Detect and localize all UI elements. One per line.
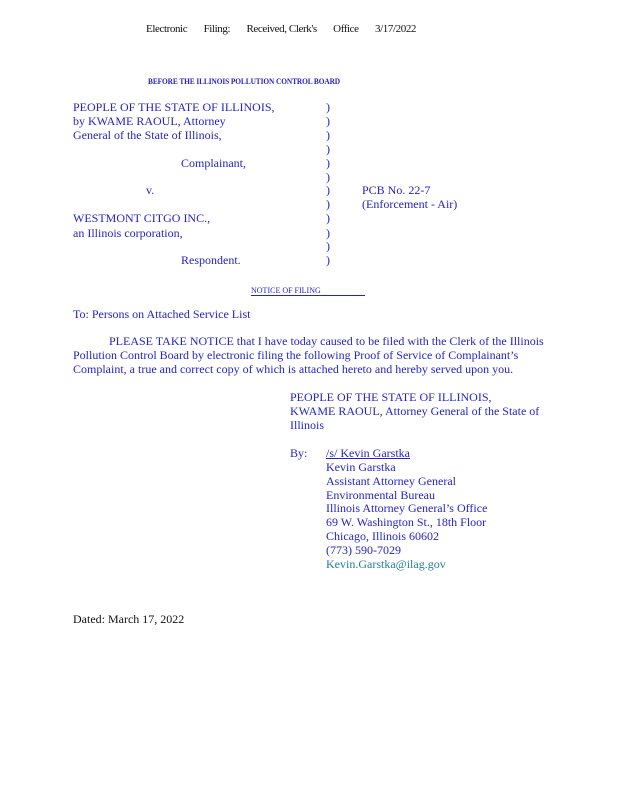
- caption-paren: ): [326, 226, 330, 240]
- to-line: To: Persons on Attached Service List: [73, 307, 251, 321]
- complainant-label: Complainant,: [181, 156, 246, 170]
- case-number: PCB No. 22-7: [362, 183, 431, 197]
- filing-stamp: [146, 22, 430, 36]
- caption-paren: ): [326, 170, 330, 184]
- respondent-label: Respondent.: [181, 253, 241, 267]
- signer-title: Assistant Attorney General: [326, 474, 456, 488]
- respondent-line-1: WESTMONT CITGO INC.,: [73, 211, 211, 225]
- caption-paren: ): [326, 114, 330, 128]
- signature-party-line-1: PEOPLE OF THE STATE OF ILLINOIS,: [290, 390, 492, 404]
- electronic-signature: /s/ Kevin Garstka: [326, 446, 410, 460]
- caption-paren: ): [326, 239, 330, 253]
- board-heading: BEFORE THE ILLINOIS POLLUTION CONTROL BOARD: [148, 77, 341, 86]
- caption-paren: ): [326, 183, 330, 197]
- stamp-office: Office: [333, 23, 359, 35]
- signature-party-line-3: Illinois: [290, 418, 325, 432]
- caption-paren: ): [326, 211, 330, 225]
- signer-city: Chicago, Illinois 60602: [326, 529, 439, 543]
- signer-name: Kevin Garstka: [326, 460, 396, 474]
- case-type: (Enforcement - Air): [362, 197, 458, 211]
- respondent-line-2: an Illinois corporation,: [73, 226, 183, 240]
- caption-paren: ): [326, 128, 330, 142]
- signer-office: Illinois Attorney General’s Office: [326, 501, 488, 515]
- notice-title: NOTICE OF FILING: [251, 286, 321, 295]
- stamp-date: 3/17/2022: [375, 23, 417, 35]
- caption-paren: ): [326, 100, 330, 114]
- signer-email[interactable]: Kevin.Garstka@ilag.gov: [326, 557, 446, 571]
- body-line-2: Pollution Control Board by electronic filing the following Proof of Service of Complainant’s: [73, 348, 519, 362]
- complainant-line-3: General of the State of Illinois,: [73, 128, 222, 142]
- caption-paren: ): [326, 142, 330, 156]
- caption-paren: ): [326, 156, 330, 170]
- caption-paren: ): [326, 197, 330, 211]
- stamp-received: Received, Clerk's: [246, 23, 317, 35]
- notice-body: [73, 334, 603, 376]
- versus: v.: [146, 183, 155, 197]
- body-line-1: PLEASE TAKE NOTICE that I have today caused to be filed with the Clerk of the Illinois: [109, 334, 544, 348]
- signature-party-line-2: KWAME RAOUL, Attorney General of the State of: [290, 404, 540, 418]
- complainant-line-1: PEOPLE OF THE STATE OF ILLINOIS,: [73, 100, 275, 114]
- by-label: By:: [290, 446, 308, 460]
- dated-line: Dated: March 17, 2022: [73, 612, 185, 626]
- caption-paren: ): [326, 253, 330, 267]
- signer-phone: (773) 590-7029: [326, 543, 401, 557]
- signer-street: 69 W. Washington St., 18th Floor: [326, 515, 487, 529]
- stamp-filing: Filing:: [203, 23, 231, 35]
- stamp-electronic: Electronic: [146, 23, 188, 35]
- notice-title-underline: [251, 295, 365, 296]
- body-line-3: Complaint, a true and correct copy of which is attached hereto and hereby served upon you.: [73, 362, 514, 376]
- complainant-line-2: by KWAME RAOUL, Attorney: [73, 114, 226, 128]
- signer-bureau: Environmental Bureau: [326, 488, 435, 502]
